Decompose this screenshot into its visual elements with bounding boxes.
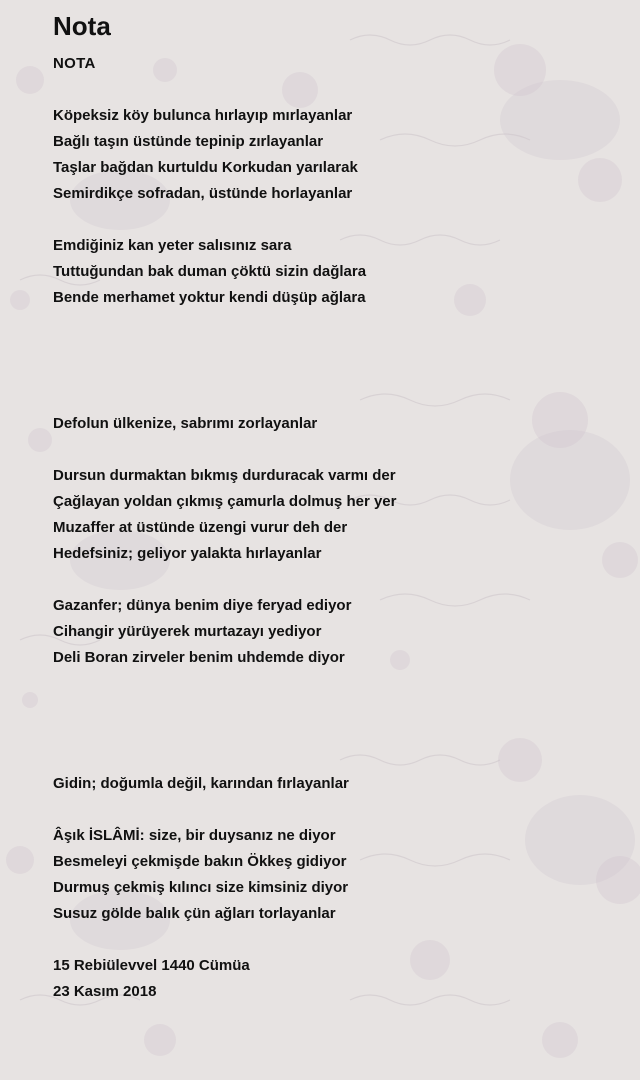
poem-line: Bağlı taşın üstünde tepinip zırlayanlar xyxy=(53,133,324,150)
poem-line: Susuz gölde balık çün ağları torlayanlar xyxy=(53,905,336,922)
poem-line: Emdiğiniz kan yeter salısınız sara xyxy=(53,237,292,254)
poem-line: Gazanfer; dünya benim diye feryad ediyor xyxy=(53,597,352,614)
poem-date-hijri: 15 Rebiülevvel 1440 Cümüa xyxy=(53,957,250,974)
poem-line: Semirdikçe sofradan, üstünde horlayanlar xyxy=(53,185,353,202)
poem-line: Muzaffer at üstünde üzengi vurur deh der xyxy=(53,519,348,536)
poem-line: Dursun durmaktan bıkmış durduracak varmı der xyxy=(53,467,396,484)
poem-line: Cihangir yürüyerek murtazayı yediyor xyxy=(53,623,322,640)
poem-line: Taşlar bağdan kurtuldu Korkudan yarılarak xyxy=(53,159,358,176)
poem-line: Âşık İSLÂMİ: size, bir duysanız ne diyor xyxy=(53,827,336,844)
poem-line: Durmuş çekmiş kılıncı size kimsiniz diyor xyxy=(53,879,349,896)
poem-line: Deli Boran zirveler benim uhdemde diyor xyxy=(53,649,345,666)
poem-date-gregorian: 23 Kasım 2018 xyxy=(53,983,157,1000)
poem-line: Bende merhamet yoktur kendi düşüp ağlara xyxy=(53,289,366,306)
poem-line: Besmeleyi çekmişde bakın Ökkeş gidiyor xyxy=(53,853,347,870)
poem-subtitle: NOTA xyxy=(53,55,96,72)
poem-line: Hedefsiniz; geliyor yalakta hırlayanlar xyxy=(53,545,322,562)
poem-line: Gidin; doğumla değil, karından fırlayanlar xyxy=(53,775,349,792)
poem-line: Defolun ülkenize, sabrımı zorlayanlar xyxy=(53,415,318,432)
poem-line: Çağlayan yoldan çıkmış çamurla dolmuş her yer xyxy=(53,493,397,510)
poem-line: Tuttuğundan bak duman çöktü sizin dağlara xyxy=(53,263,367,280)
page-title: Nota xyxy=(53,11,111,41)
poem-line: Köpeksiz köy bulunca hırlayıp mırlayanlar xyxy=(53,107,353,124)
